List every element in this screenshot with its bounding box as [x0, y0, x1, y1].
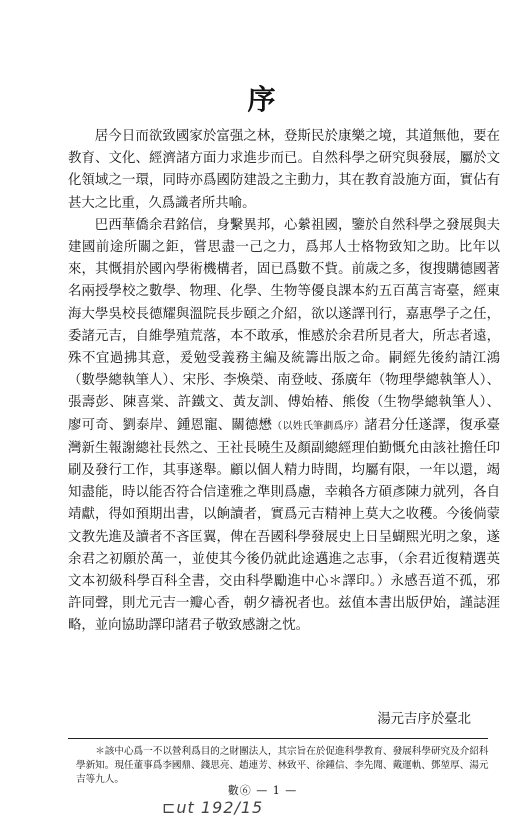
signature: 湯元吉序於臺北	[377, 712, 471, 727]
footnote-text: ＊該中心爲一不以營利爲目的之財團法人，其宗旨在於促進科學教育、發展科學研究及介紹科學新知。現任董事爲李國鼎、錢思亮、趙連芳、林致平、徐鍾信、李先聞、戴運軌、鄧堃厚、湯元吉等九人。	[76, 746, 489, 785]
handwritten-note: ⊏ut 192/15	[162, 798, 264, 817]
paragraph-2	[68, 215, 500, 638]
page-number: 數⑥ — 1 —	[227, 784, 298, 797]
preface-title: 序	[247, 83, 278, 116]
footnote-divider	[68, 738, 488, 739]
paragraph-2-continuation: 諸君分任遂譯，復承臺灣新生報謝總社長然之、王社長曉生及顏副總經理伯勤慨允由該社擔任印刷及發行工作，其事遂舉。顧以個人精力時間，均屬有限，一年以還，竭知盡能，時以能否符合信達雅之準則爲慮，幸賴各方碩彥陳力就列，各自靖獻，得如預期出書，以餉讀者，實爲元吉精神上莫大之收穫。今後倘蒙文教先進及讀者不吝匡翼，俾在吾國科學發展史上日呈蝴熙光明之象，遂余君之初願於萬一，並使其今後仍就此途邁進之志事，（余君近復精選英文本初級科學百科全書，交由科學勵進中心＊譯印。）永感吾道不孤，邪許同聲，則尤元吉一瓣心香，朝夕禱祝者也。兹值本書出版伊始，謹誌涯略，並向協助譯印諸君子敬致感謝之忱。	[68, 417, 501, 634]
footnote	[76, 745, 496, 787]
paragraph-1: 居今日而欲致國家於富强之林，登斯民於康樂之境，其道無他，要在教育、文化、經濟諸方面力求進步而已。自然科學之研究與發展，屬於文化領域之一環，同時亦爲國防建設之主動力，其在教育設施方面，實佔有甚大之比重，久爲識者所共喻。	[68, 129, 500, 211]
preface-body	[68, 126, 500, 638]
ordering-note: （以姓氏筆劃爲序）	[272, 420, 365, 432]
paragraph-2-text: 巴西華僑余君銘信，身繫異邦，心縈祖國，鑒於自然科學之發展與夫建國前途所關之鉅，嘗思盡一己之力，爲邦人士格物致知之助。比年以來，其慨捐於國內學術機構者，固已爲數不貲。前歲之多，復搜購德國著名兩授學校之數學、物理、化學、生物等優良課本約五百萬言寄臺，經東海大學吳校長德耀與溫院長步頤之介紹，欲以遂譯刊行，嘉惠學子之任，委諸元吉，自維學殖荒落，本不敢承，惟感於余君所見者大，所志者遠，殊不宜過拂其意，爰勉受義務主編及統籌出版之命。嗣經先後約請江鴻（數學總執筆人）、宋彤、李煥榮、南登岐、孫廣年（物理學總執筆人）、張壽彭、陳喜棠、許鐵文、黃友訓、傅始椿、熊俊（生物學總執筆人）、廖可奇、劉泰岸、鍾恩寵、關德懋	[68, 217, 500, 433]
